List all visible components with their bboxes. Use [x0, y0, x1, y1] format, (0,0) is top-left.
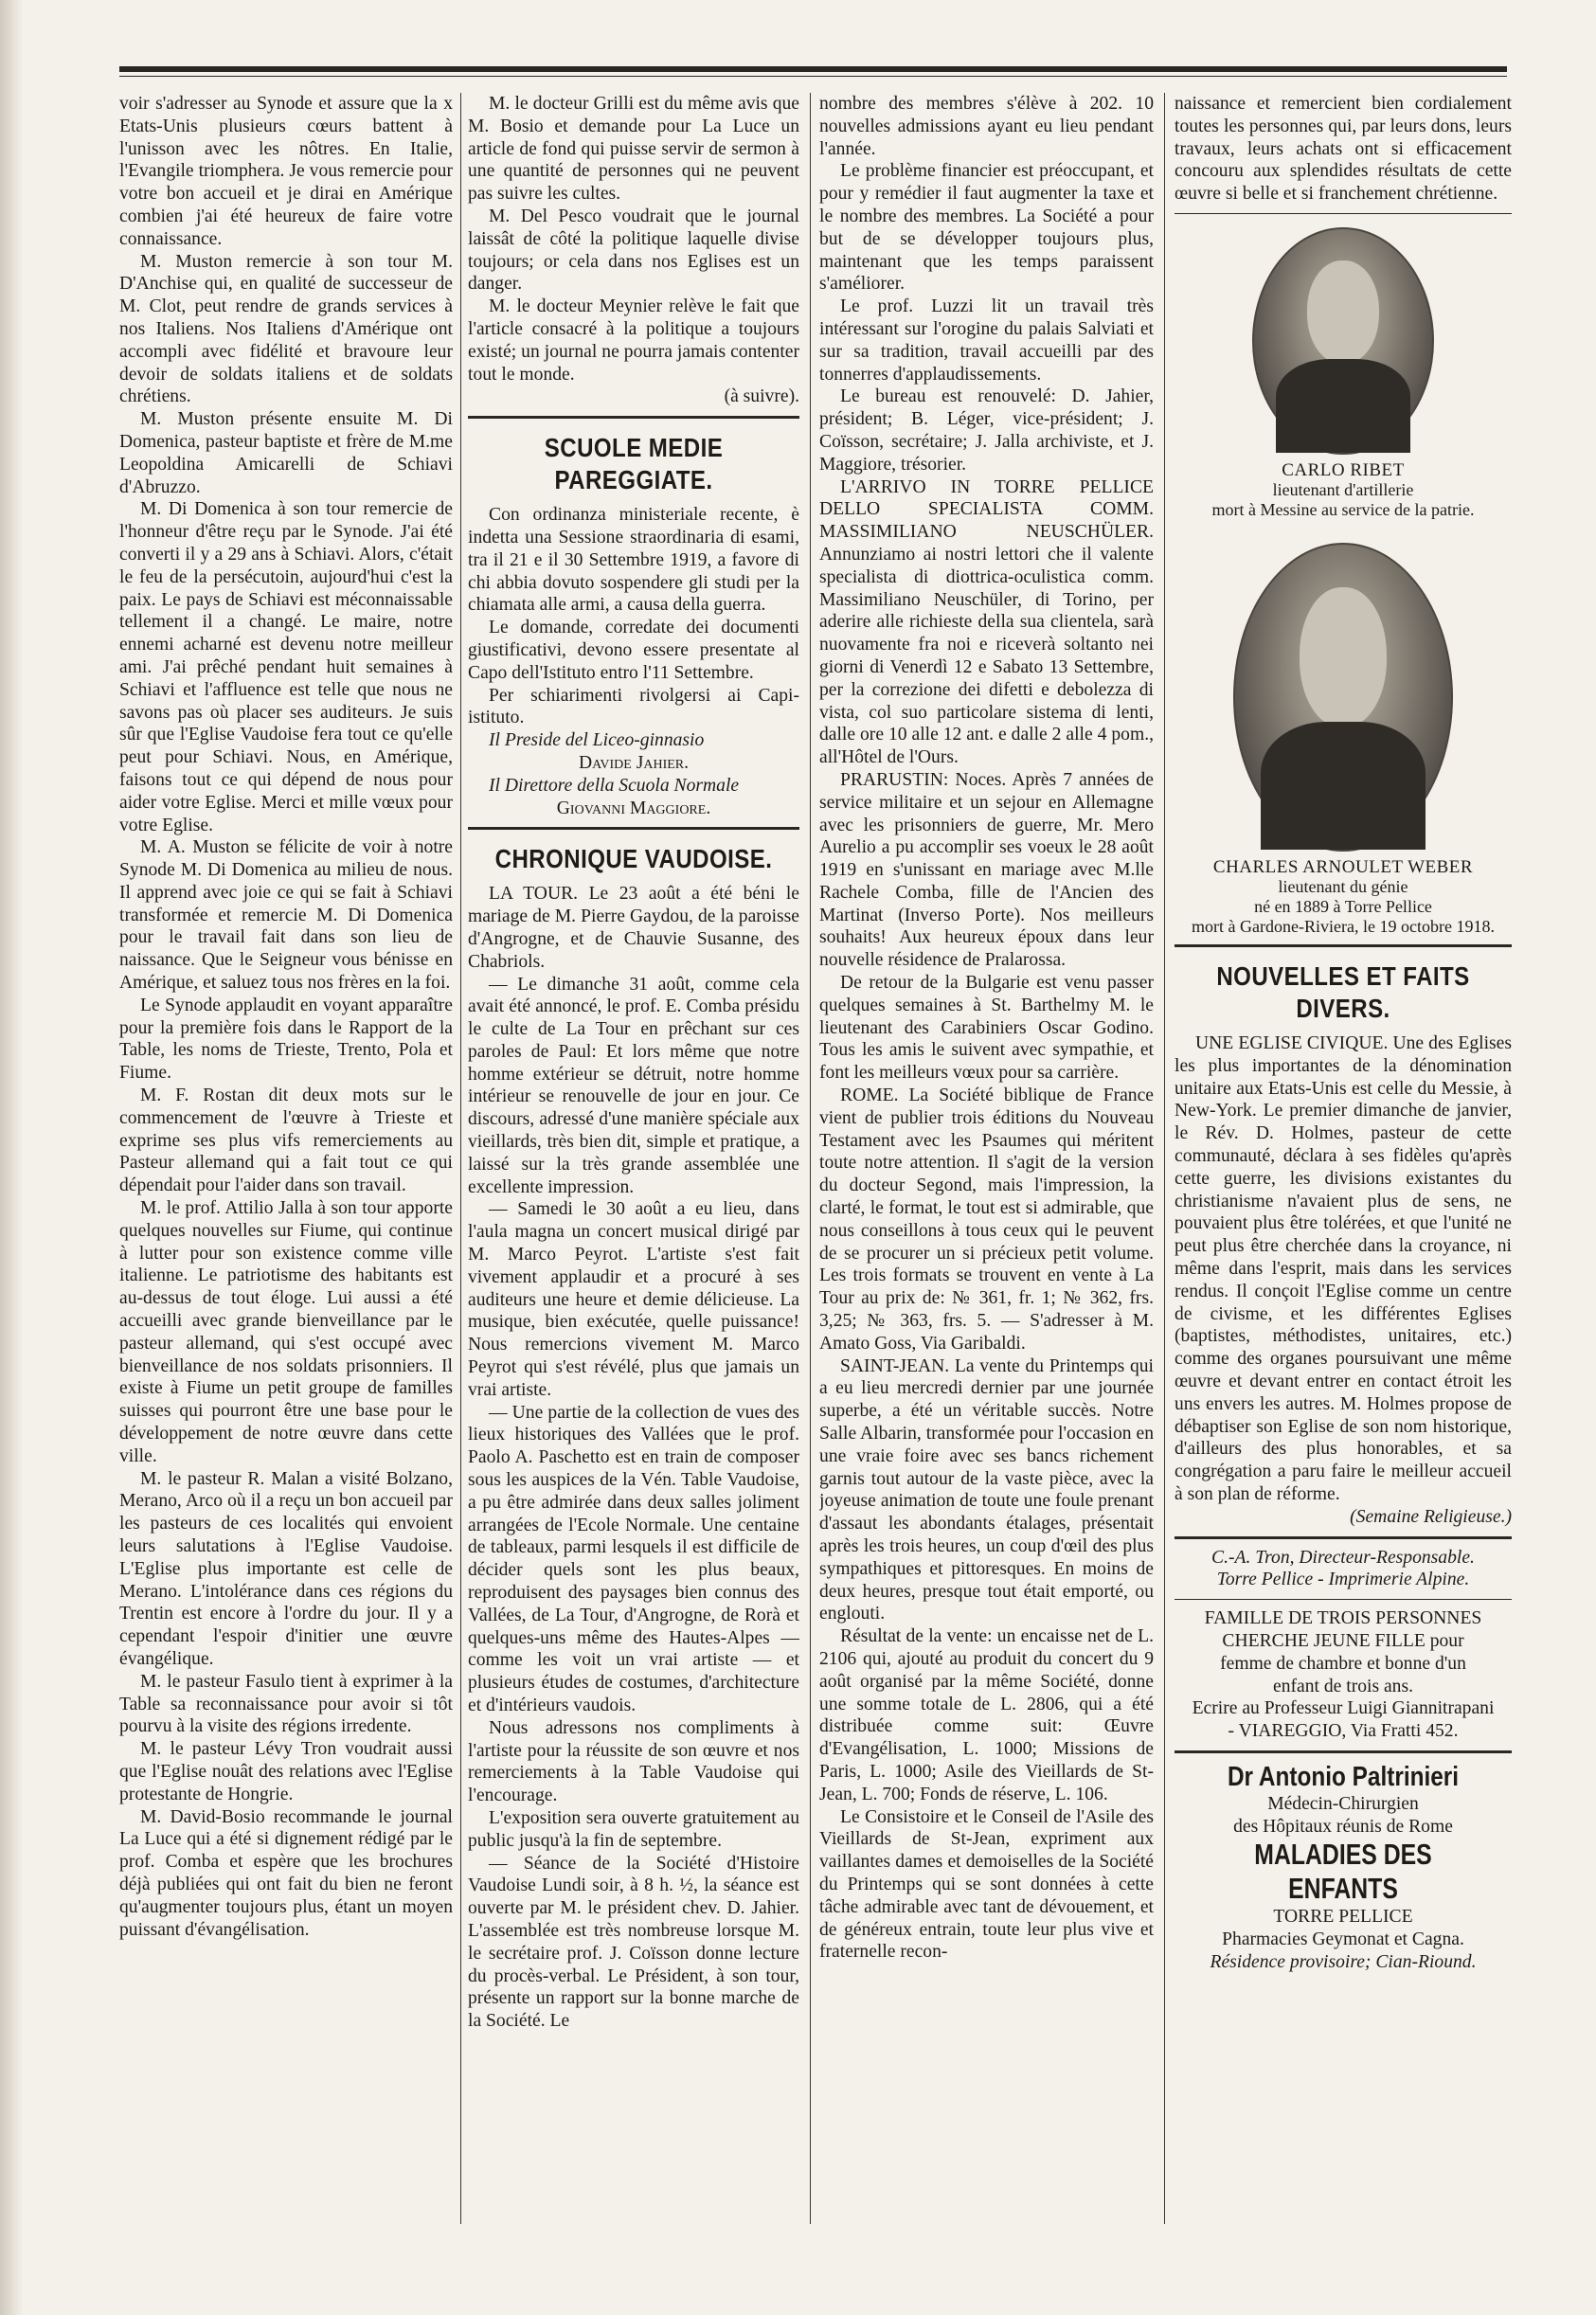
imprint-director: C.-A. Tron, Directeur-Responsable.: [1211, 1547, 1475, 1568]
classified-ad: [1175, 1607, 1512, 1743]
signature-name: Giovanni Maggiore.: [556, 798, 711, 818]
paragraph: Nous adressons nos compliments à l'artiste pour la réussite de son œuvre et nos remerciements à la Table Vaudoise qui l'encourage.: [468, 1717, 799, 1806]
doctor-name: Dr Antonio Paltrinieri: [1227, 1761, 1460, 1792]
section-rule: [1175, 944, 1512, 947]
paragraph: SAINT-JEAN. La vente du Printemps qui a eu lieu mercredi dernier par une journée superbe, a été un véritable succès. Notre Salle Albarin, transformée pour l'occasion en une vraie foire avec ses bancs richement garnis tout autour de la vaste pièce, avec la joyeuse animation de toute une foule prenant d'assaut les abondants étalages, présentait après les trois heures, un coup d'œil des plus sympathiques et pittoresques. En moins de deux heures, presque tout était emporté, ou englouti.: [819, 1355, 1154, 1624]
signature-name: Davide Jahier.: [578, 752, 690, 773]
ad-line: FAMILLE DE TROIS PERSONNES: [1204, 1608, 1482, 1629]
ad-headline: MALADIES DES ENFANTS: [1254, 1838, 1432, 1906]
doctor-ad: [1175, 1761, 1512, 1974]
paragraph: Le bureau est renouvelé: D. Jahier, président; B. Léger, vice-président; J. Coïsson, secrétaire; J. Jalla archiviste, et J. Maggiore, trésorier.: [819, 386, 1154, 475]
paragraph: — Le dimanche 31 août, comme cela avait été annoncé, le prof. E. Comba présidu le culte de La Tour en prêchant sur ces paroles de Paul: Et lors même que notre homme extérieur se détruit, notre homme intérieur se renouvelle de jour en jour. Ce discours, adressé d'une manière spéciale aux vieillards, très bien dit, simple et pratique, a laissé sur la très grande assemblée une excellente impression.: [468, 974, 799, 1197]
paragraph: Le Synode applaudit en voyant apparaître pour la première fois dans le Rapport de la Table, les noms de Trieste, Trento, Pola et Fiume.: [119, 995, 453, 1084]
column-rule: [460, 93, 461, 2224]
caption-line: lieutenant du génie: [1278, 876, 1408, 896]
paragraph: M. le pasteur Fasulo tient à exprimer à la Table sa reconnaissance pour avoir si tôt pourvu à la visite des régions irredente.: [119, 1671, 453, 1737]
portrait-photo-weber: [1233, 543, 1453, 852]
column-1: [119, 93, 453, 2296]
caption-line: mort à Messine au service de la patrie.: [1211, 499, 1475, 519]
ad-line: enfant de trois ans.: [1273, 1676, 1413, 1696]
paragraph: M. Del Pesco voudrait que le journal laissât de côté la politique laquelle divise toujours; or cela dans nos Eglises est un danger.: [468, 206, 799, 295]
column-rule: [1164, 93, 1165, 2224]
ad-line: Pharmacies Geymonat et Cagna.: [1222, 1929, 1464, 1950]
caption-name: CHARLES ARNOULET WEBER: [1212, 856, 1474, 877]
ad-line: CHERCHE JEUNE FILLE pour: [1222, 1630, 1464, 1651]
paragraph: M. le docteur Meynier relève le fait que l'article consacré à la politique a toujours existé; un journal ne pourra jamais contenter tout le monde.: [468, 296, 799, 385]
section-rule: [468, 416, 799, 419]
paragraph: M. Muston remercie à son tour M. D'Anchise qui, en qualité de successeur de M. Clot, peut rendre de grands services à nos Italiens. Nos Italiens d'Amérique ont accompli avec fidélité et bravoure leur devoir de soldats italiens et de soldats chrétiens.: [119, 251, 453, 407]
section-rule: [1175, 1599, 1512, 1600]
binding-edge: [0, 0, 23, 2315]
caption-line: lieutenant d'artillerie: [1272, 479, 1414, 499]
photo-caption: [1175, 857, 1512, 937]
paragraph: naissance et remercient bien cordialement toutes les personnes qui, par leurs dons, leurs travaux, leurs achats ont si efficacement concouru aux splendides résultats de cette œuvre si belle et si franchement chrétienne.: [1175, 94, 1512, 205]
paragraph: — Une partie de la collection de vues des lieux historiques des Vallées que le prof. Paolo A. Paschetto est en train de composer sous les auspices de la Vén. Table Vaudoise, a pu être admirée dans deux salles joliment arrangées de l'Ecole Normale. Une centaine de tableaux, parmi lesquels il est difficile de décider quels sont les plus beaux, reproduisent des paysages bien connus des Vallées, de La Tour, d'Angrogne, de Rorà et quelques-uns même des Hautes-Alpes — comme les voit un vrai artiste — et plusieurs études de costumes, d'architecture et d'intérieurs vaudois.: [468, 1402, 799, 1715]
portrait-photo-ribet: [1252, 227, 1434, 455]
paragraph: M. Muston présente ensuite M. Di Domenica, pasteur baptiste et frère de M.me Leopoldina Amicarelli de Schiavi d'Abruzzo.: [119, 409, 453, 497]
paragraph: De retour de la Bulgarie est venu passer quelques semaines à St. Barthelmy M. le lieutenant des Carabiniers Oscar Godino. Tous les amis le suivent avec sympathie, et font les meilleurs vœux pour sa carrière.: [819, 973, 1154, 1084]
section-title-scuole: SCUOLE MEDIE PAREGGIATE.: [544, 433, 724, 495]
portrait-coat: [1276, 359, 1411, 453]
paragraph: M. le pasteur R. Malan a visité Bolzano, Merano, Arco où il a reçu un bon accueil par les pasteurs de ces localités qui envoient leurs salutations à l'Eglise Vaudoise. L'Eglise plus importante est celle de Merano. L'intolérance dans ces régions du Trentin est encore à l'ordre du jour. Il y a cependant l'espoir d'initier une œuvre évangélique.: [119, 1468, 453, 1669]
paragraph: Con ordinanza ministeriale recente, è indetta una Sessione straordinaria di esami, tra il 21 e il 30 Settembre 1919, a favore di chi abbia dovuto sospendere gli studi per la chiamata alle armi, a causa della guerra.: [468, 505, 799, 616]
section-rule: [1175, 213, 1512, 214]
imprint-printer: Torre Pellice - Imprimerie Alpine.: [1216, 1570, 1470, 1590]
column-3: [819, 93, 1154, 2296]
portrait-face: [1307, 260, 1378, 364]
ad-line: des Hôpitaux réunis de Rome: [1233, 1816, 1453, 1837]
source-credit: (Semaine Religieuse.): [1350, 1506, 1512, 1527]
caption-line: né en 1889 à Torre Pellice: [1254, 896, 1432, 916]
paragraph: LA TOUR. Le 23 août a été béni le mariage de M. Pierre Gaydou, de la paroisse d'Angrogne, et de Chauvie Susanne, des Chabriols.: [468, 884, 799, 972]
column-4: [1175, 93, 1512, 2296]
column-2: [468, 93, 799, 2296]
photo-caption: [1175, 460, 1512, 520]
ad-line: Médecin-Chirurgien: [1267, 1793, 1419, 1814]
ad-line: Ecrire au Professeur Luigi Giannitrapani: [1192, 1698, 1495, 1719]
ad-line: TORRE PELLICE: [1273, 1907, 1413, 1928]
section-title-chronique: CHRONIQUE VAUDOISE.: [494, 844, 773, 874]
caption-line: mort à Gardone-Riviera, le 19 octobre 1918.: [1192, 916, 1495, 936]
paragraph: M. Di Domenica à son tour remercie de l'honneur d'être reçu par le Synode. J'ai été converti il y a 29 ans à Schiavi. Alors, c'était le feu de la persécutoin, aujourd'hui c'est la paix. Le pays de Schiavi est méconnaissable tellement il a changé. Le maire, notre ennemi acharné est devenu notre meilleur ami. J'ai prêché pendant huit semaines à Schiavi et l'affluence est telle que nous ne savons pas où placer ses auditeurs. Je suis sûr que l'Eglise Vaudoise fera tout ce qu'elle peut pour Schiavi. Nous, en Amérique, faisons tout ce qui dépend de nous pour aider votre Eglise. Merci et mille vœux pour votre Eglise.: [119, 499, 453, 835]
paragraph: Résultat de la vente: un encaisse net de L. 2106 qui, ajouté au produit du concert du 9 août organisé par la même Société, donne une somme totale de L. 2806, qui a été distribuée comme suit: Œuvre d'Evangélisation, L. 1000; Missions de Paris, L. 1000; Asile des Vieillards de St-Jean, L. 700; Fonds de réserve, L. 106.: [819, 1626, 1154, 1804]
ad-line: femme de chambre et bonne d'un: [1220, 1653, 1466, 1674]
paragraph: Per schiarimenti rivolgersi ai Capi-istituto.: [468, 685, 799, 728]
portrait-coat: [1261, 722, 1425, 850]
paragraph: M. F. Rostan dit deux mots sur le commencement de l'œuvre à Trieste et exprime ses plus vifs remerciements au Pasteur allemand qui a fait tout ce qui dépendait pour l'aider dans son travail.: [119, 1086, 453, 1196]
top-rule-thin: [119, 76, 1507, 77]
paragraph: M. le prof. Attilio Jalla à son tour apporte quelques nouvelles sur Fiume, qui continue à lutter pour son existence comme ville italienne. Le patriotisme des habitants est au-dessus de tout éloge. Lui aussi a été accueilli avec grande bienveillance par le pasteur allemand, qui s'est occupé avec bienveillance de nos soldats prisonniers. Il existe à Fiume un petit groupe de familles suisses qui pourront être une base pour le développement de notre œuvre dans cette ville.: [119, 1198, 453, 1466]
portrait-face: [1300, 587, 1386, 727]
paragraph: M. le pasteur Lévy Tron voudrait aussi que l'Eglise nouât des relations avec l'Eglise protestante de Hongrie.: [119, 1739, 453, 1804]
paragraph: voir s'adresser au Synode et assure que la x Etats-Unis plusieurs cœurs battent à l'unisson avec les nôtres. En Italie, l'Evangile triomphera. Je vous remercie pour votre bon accueil et je dirai en Amérique combien j'ai été heureux de faire votre connaissance.: [119, 94, 453, 249]
paragraph: — Samedi le 30 août a eu lieu, dans l'aula magna un concert musical dirigé par M. Marco Peyrot. L'artiste s'est fait vivement applaudir et a procuré à ses auditeurs une heure et demie délicieuse. La musique, bien exécutée, quelle puissance! Nous remercions vivement M. Marco Peyrot qui s'est révélé, plus que jamais un vrai artiste.: [468, 1199, 799, 1400]
signature-line: Il Preside del Liceo-ginnasio: [489, 730, 705, 751]
to-be-continued: (à suivre).: [724, 386, 799, 407]
signature-line: Il Direttore della Scuola Normale: [489, 775, 740, 796]
paragraph: L'ARRIVO IN TORRE PELLICE DELLO SPECIALISTA COMM. MASSIMILIANO NEUSCHÜLER. Annunziamo ai nostri lettori che il valente specialista di diottrica-oculistica comm. Massimiliano Neuschüler, di Torino, per aderire alle richieste della sua clientela, sarà nuovamente fra noi e riceverà soltanto nei giorni di Venerdì 12 e Sabato 13 Settembre, per la correzione dei difetti e debolezza di vista, col suo particolare sistema di lenti, dalle ore 10 alle 12 ant. e dalle 2 alle 4 pom., all'Hôtel de l'Ours.: [819, 476, 1154, 768]
section-rule: [1175, 1536, 1512, 1539]
paragraph: L'exposition sera ouverte gratuitement au public jusqu'à la fin de septembre.: [468, 1807, 799, 1851]
paragraph: UNE EGLISE CIVIQUE. Une des Eglises les plus importantes de la dénomination unitaire aux Etats-Unis est celle du Messie, à New-York. Le premier dimanche de janvier, le Rév. D. Holmes, pasteur de cette communauté, déclara à ses fidèles qu'après cette guerre, les divisions existantes du christianisme n'avaient plus de sens, ne pouvaient plus être tolérées, et que l'unité ne peut plus être cherchée dans la croyance, ni même dans l'esprit, mais dans les services rendus. Il conçoit l'Eglise comme un centre de civisme, et les différentes Eglises (baptistes, méthodistes, unitaires, etc.) comme des organes poursuivant une même œuvre et devant entrer en contact étroit les uns envers les autres. M. Holmes propose de débaptiser son Eglise de son nom historique, d'ailleurs des plus honorables, et sa congrégation a paru faire le meilleur accueil à son plan de réforme.: [1175, 1032, 1512, 1504]
paragraph: Le Consistoire et le Conseil de l'Asile des Vieillards de St-Jean, expriment aux vaillantes dames et demoiselles de la Société du Printemps qui se sont données à cette tâche admirable avec tant de dévouement, et de généreux entrain, toute leur plus vive et fraternelle recon-: [819, 1806, 1154, 1963]
paragraph: PRARUSTIN: Noces. Après 7 années de service militaire et un sejour en Allemagne avec les prisonniers de guerre, Mr. Mero Aurelio a pu accomplir ses voeux le 28 août 1919 en s'unissant en mariage avec M.lle Rachele Comba, fille de l'Ancien des Martinat (Inverso Porte). Nos meilleurs souhaits! Aux heureux époux dans leur nouvelle résidence de Pralarossa.: [819, 769, 1154, 971]
paragraph: Le problème financier est préoccupant, et pour y remédier il faut augmenter la taxe et le nombre des membres. La Société a pour but de se développer toujours plus, maintenant que les temps paraissent s'améliorer.: [819, 161, 1154, 295]
paragraph: Le prof. Luzzi lit un travail très intéressant sur l'orogine du palais Salviati et sur sa tradition, travail accueilli par des tonnerres d'applaudissements.: [819, 296, 1154, 385]
column-rule: [810, 93, 811, 2224]
ad-line: - VIAREGGIO, Via Fratti 452.: [1228, 1721, 1459, 1742]
paragraph: M. David-Bosio recommande le journal La Luce qui a été si dignement rédigé par le prof. Comba et espère que les brochures déjà publiées qui ont fait du bien ne feront qu'augmenter toujours plus, étant un moyen puissant d'évangélisation.: [119, 1806, 453, 1940]
top-rule: [119, 66, 1507, 72]
paragraph: nombre des membres s'élève à 202. 10 nouvelles admissions ayant eu lieu pendant l'année.: [819, 94, 1154, 159]
section-rule: [468, 827, 799, 830]
paragraph: — Séance de la Société d'Histoire Vaudoise Lundi soir, à 8 h. ½, la séance est ouverte par M. le président chev. D. Jahier. L'assemblée est très nombreuse lorsque M. le secrétaire prof. J. Coïsson donne lecture du procès-verbal. Le Président, à son tour, présente un rapport sur la bonne marche de la Société. Le: [468, 1853, 799, 2032]
section-title-nouvelles: NOUVELLES ET FAITS DIVERS.: [1216, 960, 1470, 1023]
paragraph: M. A. Muston se félicite de voir à notre Synode M. Di Domenica au milieu de nous. Il apprend avec joie ce qui se fait à Schiavi transformée et remercie M. Di Domenica pour le travail fait dans son lieu de naissance. Que le Seigneur vous bénisse en Amérique, et saluez tous nos frères en la foi.: [119, 837, 453, 994]
caption-name: CARLO RIBET: [1282, 459, 1405, 480]
paragraph: ROME. La Société biblique de France vient de publier trois éditions du Nouveau Testament avec les Psaumes qui méritent toute notre attention. Il s'agit de la version du docteur Segond, mais l'impression, la clarté, le format, le tout est si admirable, que nous conseillons à tous ceux qui le peuvent de se procurer un si précieux petit volume. Les trois formats se trouvent en vente à La Tour au prix de: № 361, fr. 1; № 362, frs. 3,25; № 363, frs. 5. — S'adresser à M. Amato Goss, Via Garibaldi.: [819, 1086, 1154, 1354]
ad-line: Résidence provisoire; Cian-Riound.: [1210, 1952, 1477, 1973]
paragraph: M. le docteur Grilli est du même avis que M. Bosio et demande pour La Luce un article de fond qui puisse servir de sermon à une quantité de personnes qui ne peuvent pas suivre les cultes.: [468, 94, 799, 205]
section-rule: [1175, 1750, 1512, 1753]
paragraph: Le domande, corredate dei documenti giustificativi, devono essere presentate al Capo dell'Istituto entro l'11 Settembre.: [468, 618, 799, 683]
